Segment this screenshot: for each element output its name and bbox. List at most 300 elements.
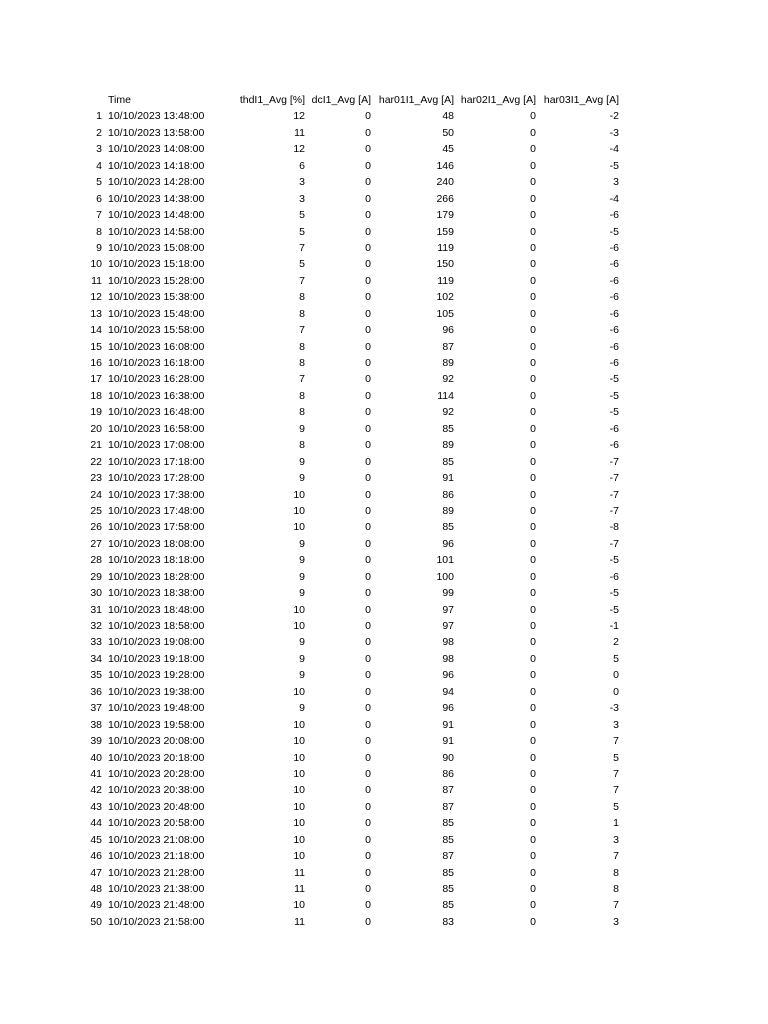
row-index: 43 — [90, 800, 102, 813]
row-index: 17 — [90, 373, 102, 386]
thd-cell: 7 — [299, 324, 305, 337]
table-row — [0, 848, 768, 864]
har02-cell: 0 — [530, 258, 536, 271]
har03-cell: 8 — [613, 883, 619, 895]
har03-cell: -6 — [609, 258, 619, 271]
dc-cell: 0 — [365, 537, 371, 550]
har02-cell: 0 — [530, 751, 536, 764]
table-row — [0, 897, 768, 913]
har01-cell: 85 — [442, 883, 454, 895]
har01-cell: 96 — [442, 669, 454, 682]
dc-cell: 0 — [365, 636, 371, 649]
har01-cell: 89 — [442, 357, 454, 369]
har02-cell: 0 — [530, 767, 536, 780]
time-cell: 10/10/2023 21:58:00 — [108, 915, 205, 928]
har02-cell: 0 — [530, 274, 536, 287]
table-row — [0, 782, 768, 798]
har01-cell: 159 — [436, 225, 454, 238]
table-row — [0, 240, 768, 256]
thd-cell: 11 — [294, 126, 305, 139]
row-index: 20 — [90, 422, 102, 435]
row-index: 38 — [90, 718, 102, 731]
dc-cell: 0 — [365, 587, 371, 600]
table-row — [0, 519, 768, 535]
dc-cell: 0 — [365, 570, 371, 583]
har03-cell: -6 — [609, 439, 619, 452]
row-index: 1 — [96, 110, 102, 123]
har02-cell: 0 — [530, 850, 536, 863]
thd-cell: 11 — [294, 883, 305, 895]
table-row — [0, 799, 768, 815]
table-row — [0, 503, 768, 519]
dc-cell: 0 — [365, 192, 371, 205]
thd-cell: 5 — [299, 225, 305, 238]
har02-cell: 0 — [530, 143, 536, 156]
row-index: 46 — [90, 850, 102, 863]
time-cell: 10/10/2023 15:28:00 — [108, 274, 205, 287]
row-index: 2 — [96, 126, 102, 139]
thd-cell: 12 — [293, 110, 305, 123]
time-cell: 10/10/2023 21:38:00 — [108, 883, 205, 895]
har02-cell: 0 — [530, 718, 536, 731]
table-row — [0, 224, 768, 240]
har01-cell: 114 — [437, 389, 454, 402]
dc-cell: 0 — [365, 307, 371, 320]
time-cell: 10/10/2023 21:08:00 — [108, 833, 205, 846]
data-table — [0, 92, 768, 930]
thd-cell: 9 — [299, 636, 305, 649]
dc-cell: 0 — [365, 176, 371, 189]
har02-cell: 0 — [530, 537, 536, 550]
table-row — [0, 487, 768, 503]
har03-cell: -1 — [609, 620, 619, 632]
har03-cell: 5 — [613, 800, 619, 813]
har03-cell: -7 — [609, 537, 619, 550]
table-row — [0, 141, 768, 157]
har01-cell: 91 — [442, 735, 454, 748]
row-index: 50 — [90, 915, 102, 928]
table-row — [0, 733, 768, 749]
dc-cell: 0 — [365, 702, 371, 715]
time-cell: 10/10/2023 17:58:00 — [108, 521, 205, 534]
time-cell: 10/10/2023 14:48:00 — [108, 209, 205, 222]
har03-cell: 3 — [613, 176, 619, 189]
row-index: 15 — [90, 340, 102, 353]
time-cell: 10/10/2023 15:08:00 — [108, 241, 205, 254]
har02-cell: 0 — [530, 159, 536, 172]
thd-cell: 10 — [293, 488, 305, 501]
time-cell: 10/10/2023 14:38:00 — [108, 192, 205, 205]
har03-cell: 2 — [613, 636, 619, 649]
time-cell: 10/10/2023 18:48:00 — [108, 603, 205, 616]
har02-cell: 0 — [530, 554, 536, 567]
row-index: 19 — [90, 406, 102, 419]
time-cell: 10/10/2023 16:28:00 — [108, 373, 205, 386]
har03-cell: -4 — [609, 192, 619, 205]
har01-cell: 50 — [442, 126, 454, 139]
table-row — [0, 158, 768, 174]
har03-cell: 0 — [613, 669, 619, 682]
header-thd: thdI1_Avg [%] — [239, 94, 305, 106]
har03-cell: 5 — [613, 652, 619, 665]
har03-cell: -6 — [609, 307, 619, 320]
dc-cell: 0 — [365, 652, 371, 665]
time-cell: 10/10/2023 17:38:00 — [108, 488, 205, 501]
har03-cell: -7 — [609, 455, 619, 468]
har02-cell: 0 — [530, 817, 536, 830]
row-index: 6 — [96, 192, 102, 205]
dc-cell: 0 — [365, 389, 371, 402]
thd-cell: 6 — [299, 159, 305, 172]
har01-cell: 89 — [442, 439, 454, 452]
header-har02: har02I1_Avg [A] — [460, 94, 536, 106]
thd-cell: 5 — [299, 209, 305, 222]
thd-cell: 8 — [299, 357, 305, 369]
thd-cell: 8 — [299, 406, 305, 419]
dc-cell: 0 — [365, 554, 371, 567]
dc-cell: 0 — [365, 324, 371, 337]
table-row — [0, 700, 768, 716]
row-index: 5 — [96, 176, 102, 189]
har03-cell: -6 — [609, 324, 619, 337]
har01-cell: 85 — [442, 866, 454, 879]
har03-cell: -6 — [609, 357, 619, 369]
dc-cell: 0 — [365, 455, 371, 468]
dc-cell: 0 — [365, 241, 371, 254]
har01-cell: 101 — [436, 554, 454, 567]
thd-cell: 10 — [293, 767, 305, 780]
har02-cell: 0 — [530, 702, 536, 715]
har02-cell: 0 — [530, 406, 536, 419]
row-index: 49 — [90, 899, 102, 912]
thd-cell: 9 — [299, 554, 305, 567]
row-index: 18 — [90, 389, 102, 402]
har02-cell: 0 — [530, 784, 536, 797]
time-cell: 10/10/2023 15:48:00 — [108, 307, 205, 320]
har03-cell: -5 — [609, 389, 619, 402]
har02-cell: 0 — [530, 324, 536, 337]
row-index: 3 — [96, 143, 102, 156]
thd-cell: 9 — [299, 537, 305, 550]
row-index: 31 — [90, 603, 102, 616]
dc-cell: 0 — [365, 357, 371, 369]
dc-cell: 0 — [365, 620, 371, 632]
thd-cell: 8 — [299, 340, 305, 353]
time-cell: 10/10/2023 18:08:00 — [108, 537, 205, 550]
time-cell: 10/10/2023 18:58:00 — [108, 620, 205, 632]
row-index: 42 — [90, 784, 102, 797]
har03-cell: -5 — [609, 587, 619, 600]
har03-cell: -2 — [609, 110, 619, 123]
thd-cell: 10 — [293, 685, 305, 698]
time-cell: 10/10/2023 19:28:00 — [108, 669, 205, 682]
header-har01: har01I1_Avg [A] — [378, 94, 454, 106]
row-index: 21 — [90, 439, 102, 452]
har02-cell: 0 — [530, 883, 536, 895]
dc-cell: 0 — [365, 883, 371, 895]
har02-cell: 0 — [530, 340, 536, 353]
har01-cell: 146 — [436, 159, 454, 172]
har02-cell: 0 — [530, 669, 536, 682]
har01-cell: 96 — [442, 702, 454, 715]
har01-cell: 102 — [436, 291, 454, 304]
dc-cell: 0 — [365, 258, 371, 271]
time-cell: 10/10/2023 19:18:00 — [108, 652, 205, 665]
thd-cell: 9 — [299, 652, 305, 665]
har02-cell: 0 — [530, 866, 536, 879]
har03-cell: 3 — [613, 718, 619, 731]
har03-cell: -6 — [609, 340, 619, 353]
thd-cell: 8 — [299, 439, 305, 452]
time-cell: 10/10/2023 16:38:00 — [108, 389, 205, 402]
dc-cell: 0 — [365, 439, 371, 452]
dc-cell: 0 — [365, 126, 371, 139]
dc-cell: 0 — [365, 159, 371, 172]
time-cell: 10/10/2023 21:18:00 — [108, 850, 205, 863]
har02-cell: 0 — [530, 735, 536, 748]
table-row — [0, 717, 768, 733]
har03-cell: 7 — [613, 767, 619, 780]
thd-cell: 7 — [299, 274, 305, 287]
dc-cell: 0 — [365, 143, 371, 156]
har02-cell: 0 — [530, 389, 536, 402]
row-index: 30 — [90, 587, 102, 600]
row-index: 8 — [96, 225, 102, 238]
table-row — [0, 750, 768, 766]
row-index: 48 — [90, 883, 102, 895]
har01-cell: 97 — [442, 603, 454, 616]
har01-cell: 45 — [442, 143, 454, 156]
har02-cell: 0 — [530, 521, 536, 534]
har01-cell: 92 — [442, 373, 454, 386]
time-cell: 10/10/2023 19:48:00 — [108, 702, 205, 715]
dc-cell: 0 — [365, 767, 371, 780]
har01-cell: 240 — [436, 176, 454, 189]
dc-cell: 0 — [365, 291, 371, 304]
thd-cell: 12 — [293, 143, 305, 156]
time-cell: 10/10/2023 14:28:00 — [108, 176, 205, 189]
har01-cell: 96 — [442, 324, 454, 337]
thd-cell: 10 — [293, 850, 305, 863]
har01-cell: 83 — [442, 915, 454, 928]
time-cell: 10/10/2023 19:38:00 — [108, 685, 205, 698]
har01-cell: 85 — [442, 422, 454, 435]
thd-cell: 10 — [293, 521, 305, 534]
table-row — [0, 470, 768, 486]
har03-cell: -6 — [609, 422, 619, 435]
har03-cell: -7 — [609, 472, 619, 485]
row-index: 7 — [96, 209, 102, 222]
har03-cell: 3 — [613, 915, 619, 928]
time-cell: 10/10/2023 13:58:00 — [108, 126, 205, 139]
row-index: 4 — [96, 159, 102, 172]
har03-cell: -7 — [609, 504, 619, 517]
har03-cell: -6 — [609, 291, 619, 304]
har01-cell: 96 — [442, 537, 454, 550]
har01-cell: 86 — [442, 767, 454, 780]
row-index: 11 — [91, 274, 102, 287]
har03-cell: 7 — [613, 735, 619, 748]
row-index: 28 — [90, 554, 102, 567]
row-index: 45 — [90, 833, 102, 846]
har02-cell: 0 — [530, 488, 536, 501]
har03-cell: -5 — [609, 373, 619, 386]
har01-cell: 119 — [437, 241, 454, 254]
thd-cell: 10 — [293, 817, 305, 830]
table-row — [0, 651, 768, 667]
thd-cell: 9 — [299, 472, 305, 485]
thd-cell: 8 — [299, 389, 305, 402]
header-har03: har03I1_Avg [A] — [543, 94, 619, 106]
har01-cell: 85 — [442, 455, 454, 468]
table-row — [0, 865, 768, 881]
row-index: 27 — [90, 537, 102, 550]
har01-cell: 85 — [442, 817, 454, 830]
table-row — [0, 766, 768, 782]
har02-cell: 0 — [530, 439, 536, 452]
table-row — [0, 536, 768, 552]
table-row — [0, 552, 768, 568]
har03-cell: -5 — [609, 406, 619, 419]
har01-cell: 119 — [437, 274, 454, 287]
dc-cell: 0 — [365, 340, 371, 353]
time-cell: 10/10/2023 15:18:00 — [108, 258, 205, 271]
har01-cell: 98 — [442, 652, 454, 665]
table-row — [0, 355, 768, 371]
har03-cell: -6 — [609, 241, 619, 254]
har02-cell: 0 — [530, 373, 536, 386]
dc-cell: 0 — [365, 899, 371, 912]
time-cell: 10/10/2023 18:18:00 — [108, 554, 205, 567]
har02-cell: 0 — [530, 455, 536, 468]
table-row — [0, 585, 768, 601]
thd-cell: 10 — [293, 899, 305, 912]
har02-cell: 0 — [530, 176, 536, 189]
har02-cell: 0 — [530, 587, 536, 600]
thd-cell: 10 — [293, 784, 305, 797]
har03-cell: -3 — [609, 126, 619, 139]
table-row — [0, 437, 768, 453]
har01-cell: 92 — [442, 406, 454, 419]
dc-cell: 0 — [365, 850, 371, 863]
table-row — [0, 634, 768, 650]
har01-cell: 85 — [442, 521, 454, 534]
har01-cell: 98 — [442, 636, 454, 649]
time-cell: 10/10/2023 20:38:00 — [108, 784, 205, 797]
har03-cell: -5 — [609, 159, 619, 172]
har03-cell: 1 — [613, 817, 619, 830]
dc-cell: 0 — [365, 504, 371, 517]
har01-cell: 91 — [442, 472, 454, 485]
time-cell: 10/10/2023 16:08:00 — [108, 340, 205, 353]
thd-cell: 9 — [299, 702, 305, 715]
har02-cell: 0 — [530, 422, 536, 435]
thd-cell: 11 — [294, 915, 305, 928]
har03-cell: 7 — [613, 850, 619, 863]
table-row — [0, 667, 768, 683]
table-row — [0, 207, 768, 223]
har01-cell: 90 — [442, 751, 454, 764]
row-index: 29 — [90, 570, 102, 583]
table-row — [0, 454, 768, 470]
table-row — [0, 618, 768, 634]
time-cell: 10/10/2023 14:08:00 — [108, 143, 205, 156]
har01-cell: 87 — [442, 800, 454, 813]
thd-cell: 9 — [299, 455, 305, 468]
table-row — [0, 881, 768, 897]
dc-cell: 0 — [365, 110, 371, 123]
table-row — [0, 125, 768, 141]
row-index: 13 — [90, 307, 102, 320]
row-index: 34 — [90, 652, 102, 665]
har03-cell: -4 — [609, 143, 619, 156]
thd-cell: 11 — [294, 866, 305, 879]
time-cell: 10/10/2023 21:48:00 — [108, 899, 205, 912]
har02-cell: 0 — [530, 192, 536, 205]
time-cell: 10/10/2023 13:48:00 — [108, 110, 205, 123]
har01-cell: 94 — [442, 685, 454, 698]
dc-cell: 0 — [365, 800, 371, 813]
row-index: 41 — [90, 767, 102, 780]
har03-cell: -5 — [609, 554, 619, 567]
time-cell: 10/10/2023 20:58:00 — [108, 817, 205, 830]
table-row — [0, 289, 768, 305]
har01-cell: 85 — [442, 833, 454, 846]
table-row — [0, 371, 768, 387]
har01-cell: 87 — [442, 784, 454, 797]
row-index: 25 — [90, 504, 102, 517]
har01-cell: 87 — [442, 850, 454, 863]
row-index: 10 — [90, 258, 102, 271]
har01-cell: 87 — [442, 340, 454, 353]
time-cell: 10/10/2023 18:38:00 — [108, 587, 205, 600]
row-index: 44 — [90, 817, 102, 830]
har02-cell: 0 — [530, 357, 536, 369]
dc-cell: 0 — [365, 817, 371, 830]
dc-cell: 0 — [365, 373, 371, 386]
row-index: 40 — [90, 751, 102, 764]
row-index: 12 — [90, 291, 102, 304]
har02-cell: 0 — [530, 126, 536, 139]
dc-cell: 0 — [365, 603, 371, 616]
dc-cell: 0 — [365, 521, 371, 534]
row-index: 37 — [90, 702, 102, 715]
table-row — [0, 684, 768, 700]
table-row — [0, 421, 768, 437]
time-cell: 10/10/2023 21:28:00 — [108, 866, 205, 879]
har03-cell: 8 — [613, 866, 619, 879]
table-row — [0, 388, 768, 404]
har01-cell: 89 — [442, 504, 454, 517]
header-time: Time — [108, 94, 131, 106]
dc-cell: 0 — [365, 751, 371, 764]
har01-cell: 91 — [442, 718, 454, 731]
time-cell: 10/10/2023 20:28:00 — [108, 767, 205, 780]
time-cell: 10/10/2023 17:48:00 — [108, 504, 205, 517]
time-cell: 10/10/2023 15:38:00 — [108, 291, 205, 304]
thd-cell: 10 — [293, 751, 305, 764]
har02-cell: 0 — [530, 915, 536, 928]
thd-cell: 10 — [293, 718, 305, 731]
har02-cell: 0 — [530, 833, 536, 846]
thd-cell: 9 — [299, 422, 305, 435]
time-cell: 10/10/2023 14:58:00 — [108, 225, 205, 238]
row-index: 32 — [90, 620, 102, 632]
thd-cell: 9 — [299, 669, 305, 682]
har02-cell: 0 — [530, 636, 536, 649]
thd-cell: 10 — [293, 620, 305, 632]
thd-cell: 7 — [299, 241, 305, 254]
